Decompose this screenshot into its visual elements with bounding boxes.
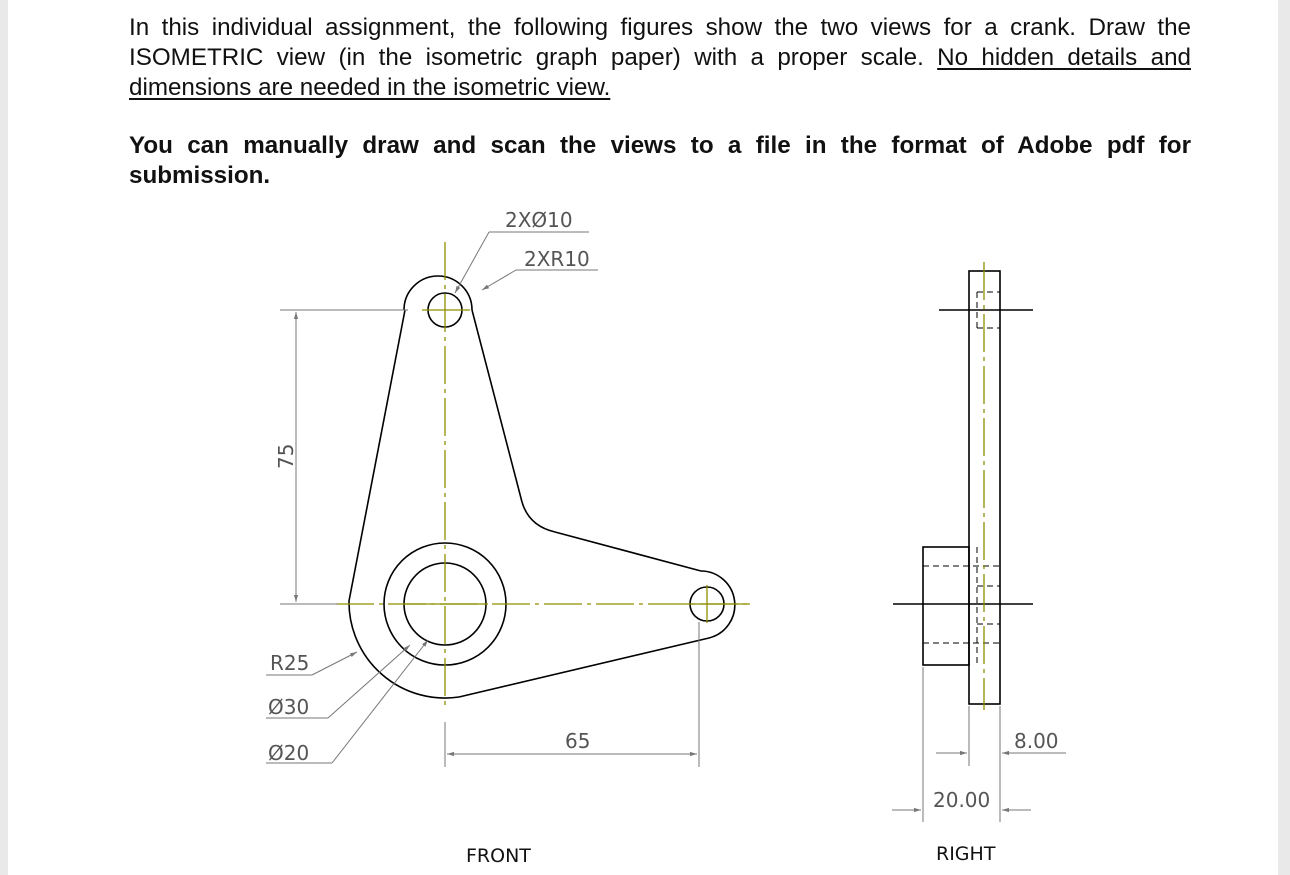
- boss-outer-diameter-label: Ø30: [268, 695, 310, 719]
- instructions-line-3: dimensions are needed in the isometric view.: [129, 74, 611, 101]
- underlined-requirement: No hidden details and: [937, 44, 1191, 71]
- inner-fillet: [522, 502, 555, 532]
- right-edge: [472, 310, 522, 502]
- boss-side: [923, 547, 969, 665]
- front-view: [266, 208, 752, 867]
- document-page: [8, 0, 1278, 875]
- front-view-outline: [349, 276, 735, 698]
- holes-diameter-label: 2XØ10: [505, 208, 573, 232]
- front-view-centerlines: [336, 242, 752, 707]
- crank-engineering-drawing: [8, 0, 1278, 875]
- right-view-outline: [893, 271, 1033, 704]
- right-view-label: RIGHT: [936, 843, 996, 865]
- boss-length-dimension-label: 20.00: [933, 788, 991, 812]
- boss-inner-diameter-label: Ø20: [268, 741, 310, 765]
- front-view-label: FRONT: [466, 845, 531, 867]
- vertical-dimension-label: 75: [274, 443, 298, 469]
- submission-line-2: submission.: [129, 162, 271, 189]
- instructions-line-1: In this individual assignment, the following figures show the two views for a crank. Draw the: [129, 14, 1191, 41]
- arm-top-edge: [555, 532, 701, 571]
- left-edge: [349, 310, 405, 601]
- boss-radius-label: R25: [270, 651, 310, 675]
- submission-line-1: You can manually draw and scan the views to a file in the format of Adobe pdf for: [129, 132, 1191, 159]
- instructions-line-2: ISOMETRIC view (in the isometric graph paper) with a proper scale. No hidden details and: [129, 44, 1191, 71]
- arm-bottom-edge: [459, 638, 709, 697]
- end-radius-label: 2XR10: [524, 247, 590, 271]
- right-view: [892, 262, 1066, 865]
- right-view-hidden-lines: [923, 292, 1000, 665]
- thickness-dimension-label: 8.00: [1014, 729, 1059, 753]
- horizontal-dimension-label: 65: [565, 729, 591, 753]
- front-view-dimension-lines: [266, 232, 699, 767]
